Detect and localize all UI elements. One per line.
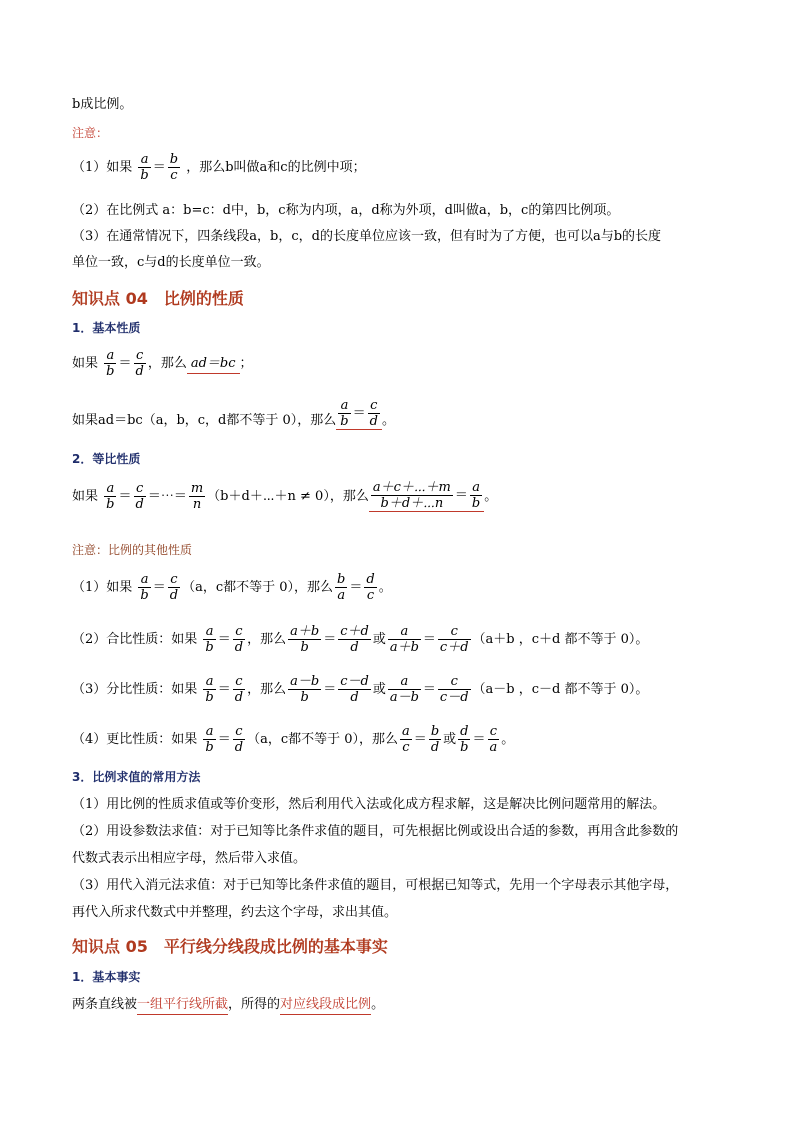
- text: 。: [371, 997, 385, 1012]
- text: （a＋b ，c＋d 都不等于 0）。: [472, 632, 649, 647]
- text: 两条直线被: [72, 997, 138, 1012]
- text: 。: [378, 580, 392, 595]
- text: ，那么: [147, 356, 187, 371]
- note-1-post: ，那么b叫做a和c的比例中项；: [186, 160, 366, 175]
- fraction: $\frac{a-b}{b}$: [290, 674, 320, 705]
- fraction: $\frac{c}{c+d}$: [439, 624, 469, 655]
- basic-line-1: 如果 $\frac{a}{b}$ ＝ $\frac{c}{d}$ ，那么 ad＝bc ；: [72, 348, 253, 379]
- fraction: $\frac{c+d}{d}$: [340, 624, 369, 655]
- fraction: $\frac{b}{d}$: [430, 724, 440, 755]
- text: （b＋d＋⋯＋n ≠ 0），那么: [207, 489, 369, 504]
- fraction: $\frac{a}{b}$: [106, 481, 115, 512]
- text: ；: [239, 356, 253, 371]
- fraction: $\frac{a}{c}$: [402, 724, 410, 755]
- fraction: $\frac{c}{d}$: [234, 624, 244, 655]
- answer: $\frac{a+c+\cdots+m}{b+d+\cdots n}$ ＝ $\frac{a}{b}$: [369, 480, 484, 512]
- text: 。: [501, 732, 515, 747]
- method-line: （3）用代入消元法求值：对于已知等比条件求值的题目，可根据已知等式，先用一个字母表示其他字母，: [72, 878, 679, 893]
- fraction: $\frac{c}{d}$: [169, 572, 179, 603]
- answer: ad＝bc: [187, 355, 240, 374]
- text: ，所得的: [228, 997, 281, 1012]
- text: （a－b ，c－d 都不等于 0）。: [472, 682, 649, 697]
- fraction: $\frac{c}{a}$: [489, 724, 498, 755]
- fraction: $\frac{c}{c-d}$: [439, 674, 469, 705]
- other-label: 注意：比例的其他性质: [72, 543, 193, 557]
- note-1: （1）如果 $\frac{a}{b}$ ＝ $\frac{b}{c}$ ，那么b叫做a和c的比例中项；: [72, 152, 366, 183]
- method-line: （2）用设参数法求值：对于已知等比条件求值的题目，可先根据比例或设出合适的参数，再用含此参数的: [72, 824, 679, 839]
- text: ，那么: [247, 682, 287, 697]
- fraction: $\frac{a}{b}$: [140, 572, 149, 603]
- section-title: 知识点 05 平行线分线段成比例的基本事实: [72, 937, 388, 956]
- text: （4）更比性质：如果: [72, 732, 198, 747]
- text: （3）分比性质：如果: [72, 682, 198, 697]
- subheading: 1．基本性质: [72, 321, 141, 335]
- fraction: $\frac{c-d}{d}$: [340, 674, 369, 705]
- fraction: $\frac{a}{b}$: [205, 674, 214, 705]
- answer: 对应线段成比例: [280, 996, 371, 1015]
- text: ，那么: [247, 632, 287, 647]
- fraction: $\frac{a}{a+b}$: [389, 624, 419, 655]
- method-line: 再代入所求代数式中并整理，约去这个字母，求出其值。: [72, 905, 398, 920]
- text: （1）如果: [72, 580, 133, 595]
- text: 或: [372, 632, 386, 647]
- text: 。: [484, 489, 498, 504]
- text: ad＝bc（a，b，c，d都不等于 0），那么: [98, 413, 337, 428]
- note-3-cont: 单位一致，c与d的长度单位一致。: [72, 255, 270, 270]
- fraction: $\frac{c}{d}$: [234, 674, 244, 705]
- subheading: 1．基本事实: [72, 970, 141, 984]
- fact-line: [72, 996, 384, 1015]
- fraction: $\frac{b}{a}$: [337, 572, 346, 603]
- other-1: （1）如果 $\frac{a}{b}$ ＝ $\frac{c}{d}$ （a，c都不等于 0），那么 $\frac{b}{a}$ ＝ $\frac{d}{c}$ 。: [72, 572, 392, 603]
- text: 。: [381, 413, 395, 428]
- note-3: （3）在通常情况下，四条线段a，b，c，d的长度单位应该一致，但有时为了方便，也可以a与b的长度: [72, 229, 662, 244]
- fraction: $\frac{c}{d}$: [135, 348, 144, 379]
- fraction: $\frac{c}{d}$: [135, 481, 144, 512]
- other-2: （2）合比性质：如果 $\frac{a}{b}$ ＝ $\frac{c}{d}$ ，那么 $\frac{a+b}{b}$ ＝ $\frac{c+d}{d}$ 或 $\frac{a}{a+b}$ ＝ $\frac{c}{c+d}$ （a＋b ，c＋d 都不等于 0）。: [72, 624, 649, 655]
- answer: 一组平行线所截: [137, 996, 228, 1015]
- method-line: （1）用比例的性质求值或等价变形，然后利用代入法或化成方程求解，这是解决比例问题常用的解法。: [72, 797, 666, 812]
- subheading: 2．等比性质: [72, 452, 141, 466]
- method-line: 代数式表示出相应字母，然后带入求值。: [72, 851, 307, 866]
- text: 如果: [72, 489, 99, 504]
- note-1-pre: （1）如果: [72, 160, 133, 175]
- text: 或: [372, 682, 386, 697]
- fraction: $\frac{a}{b}$: [140, 152, 149, 183]
- fraction: $\frac{b}{c}$: [169, 152, 179, 183]
- fraction: $\frac{d}{c}$: [366, 572, 375, 603]
- fraction: $\frac{d}{b}$: [460, 724, 469, 755]
- fraction: $\frac{a+b}{b}$: [290, 624, 320, 655]
- fraction: $\frac{a}{b}$: [205, 724, 214, 755]
- text: （2）合比性质：如果: [72, 632, 198, 647]
- answer: $\frac{a}{b}$ ＝ $\frac{c}{d}$: [336, 398, 382, 430]
- text: ＝⋯＝: [147, 489, 187, 504]
- equal-line: 如果 $\frac{a}{b}$ ＝ $\frac{c}{d}$ ＝⋯＝ $\frac{m}{n}$ （b＋d＋⋯＋n ≠ 0），那么 $\frac{a+c+\cdots+m}{b+d+\cdots n}$ ＝ $\frac{a}{b}$ 。: [72, 480, 498, 512]
- fraction: $\frac{c}{d}$: [234, 724, 244, 755]
- text: 或: [443, 732, 457, 747]
- text: 如果: [72, 413, 99, 428]
- basic-line-2: [72, 398, 395, 430]
- section-title: 知识点 04 比例的性质: [72, 289, 244, 308]
- other-4: （4）更比性质：如果 $\frac{a}{b}$ ＝ $\frac{c}{d}$ （a，c都不等于 0），那么 $\frac{a}{c}$ ＝ $\frac{b}{d}$ 或 $\frac{d}{b}$ ＝ $\frac{c}{a}$ 。: [72, 724, 515, 755]
- fraction: $\frac{a}{b}$: [106, 348, 115, 379]
- fraction: $\frac{a}{b}$: [205, 624, 214, 655]
- other-3: （3）分比性质：如果 $\frac{a}{b}$ ＝ $\frac{c}{d}$ ，那么 $\frac{a-b}{b}$ ＝ $\frac{c-d}{d}$ 或 $\frac{a}{a-b}$ ＝ $\frac{c}{c-d}$ （a－b ，c－d 都不等于 0）。: [72, 674, 649, 705]
- fraction: $\frac{m}{n}$: [190, 481, 204, 512]
- note-label: 注意：: [72, 126, 109, 140]
- text: （a，c都不等于 0），那么: [182, 580, 334, 595]
- intro-text: b成比例。: [72, 97, 133, 112]
- note-2: （2）在比例式 a：b=c：d中，b，c称为内项，a，d称为外项，d叫做a，b，c的第四比例项。: [72, 203, 620, 218]
- text: （a，c都不等于 0），那么: [247, 732, 399, 747]
- text: 如果: [72, 356, 99, 371]
- subheading: 3．比例求值的常用方法: [72, 770, 201, 784]
- fraction: $\frac{a}{a-b}$: [389, 674, 419, 705]
